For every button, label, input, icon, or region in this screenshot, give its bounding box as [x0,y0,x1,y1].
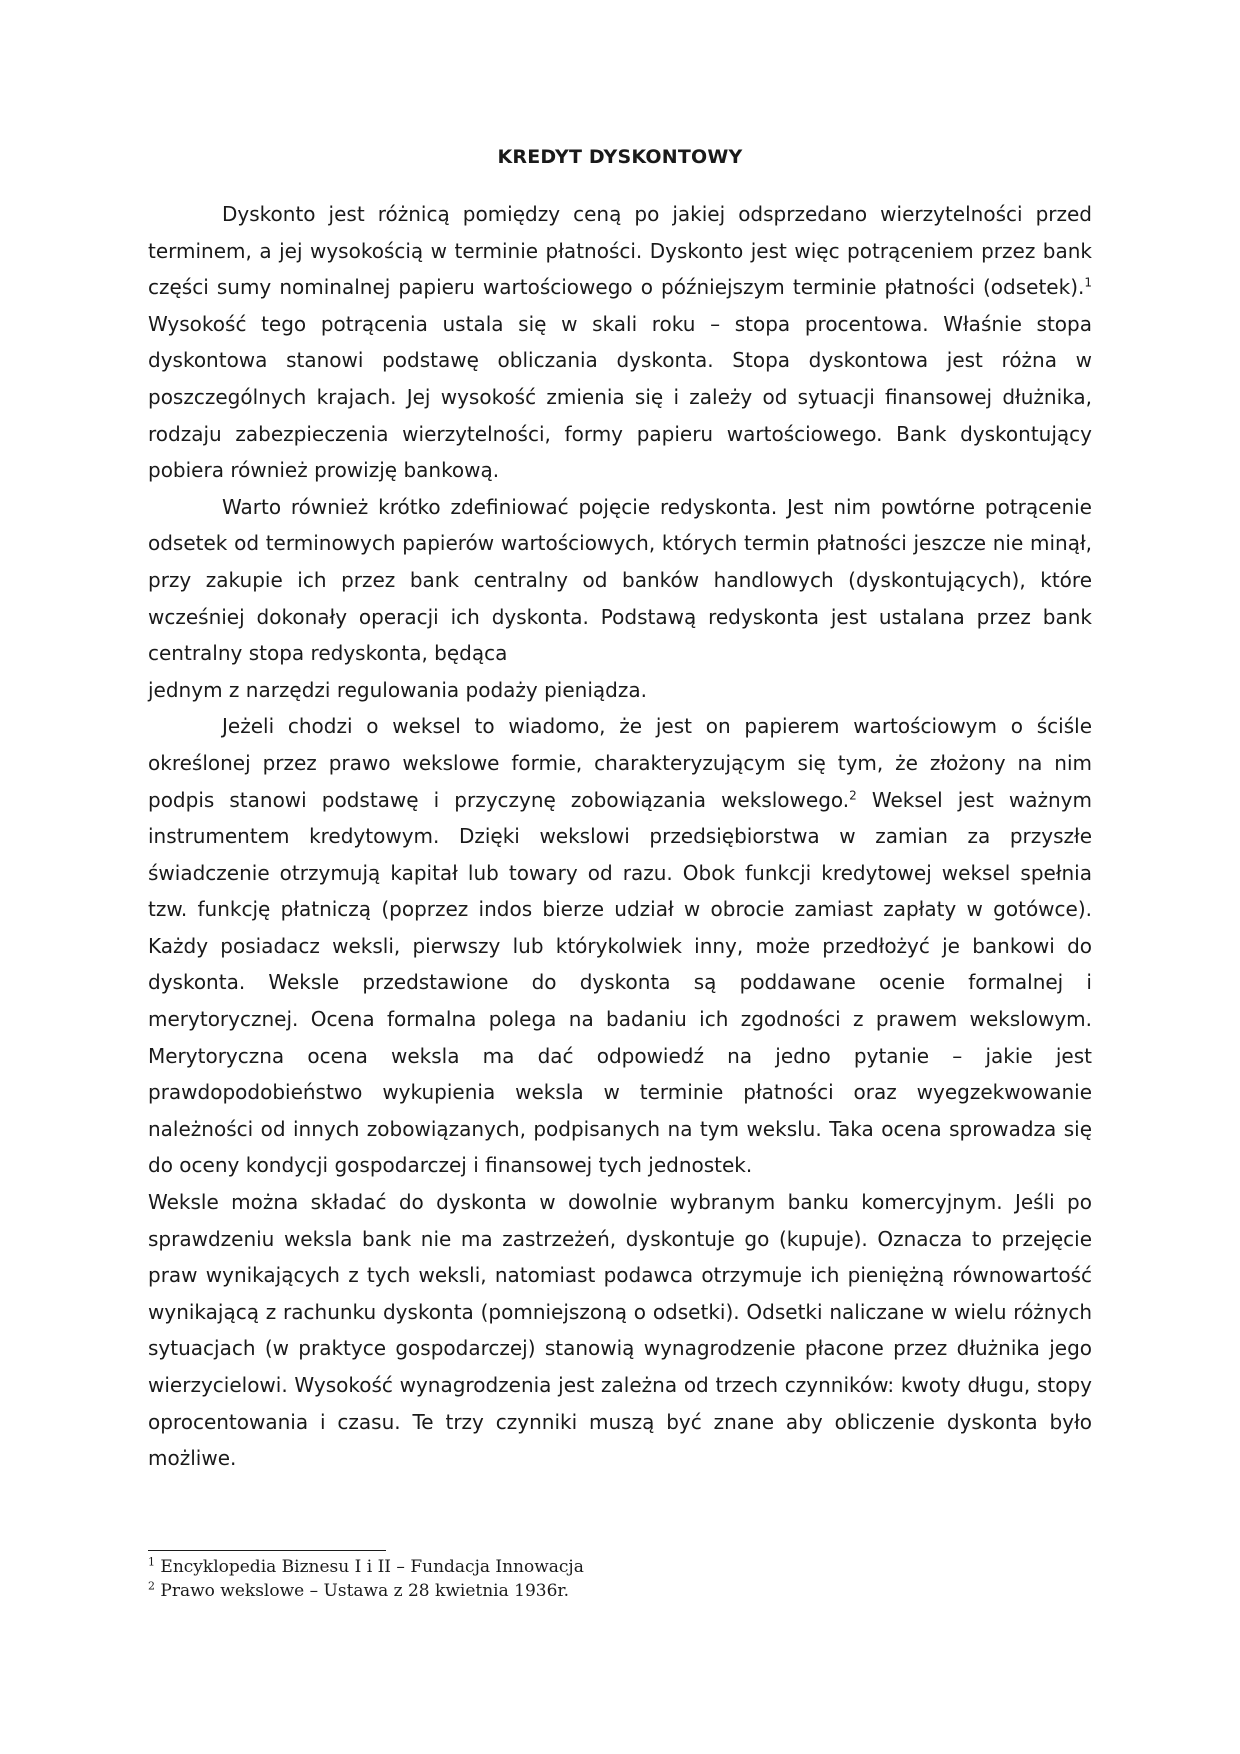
paragraph-2-continuation-text: jednym z narzędzi regulowania podaży pieniądza. [148,677,647,702]
footnote-1 [148,1555,1092,1579]
paragraph-3-text: Jeżeli chodzi o weksel to wiadomo, że jest on papierem wartościowym o ściśle określonej przez prawo wekslowe formie, charakteryzującym się tym, że złożony na nim podpis stanowi podstawę i przyczynę zobowiązania wekslowego. [148,714,1092,812]
paragraph-3 [148,708,1092,1184]
footnote-1-text: Encyklopedia Biznesu I i II – Fundacja Innowacja [160,1557,584,1577]
paragraph-4 [148,1184,1092,1477]
paragraph-1 [148,196,1092,489]
footnote-ref-1: 1 [1084,275,1092,290]
paragraph-4-text: Weksle można składać do dyskonta w dowolnie wybranym banku komercyjnym. Jeśli po sprawdzeniu weksla bank nie ma zastrzeżeń, dyskontuje go (kupuje). Oznacza to przejęcie praw wynikających z tych weksli, natomiast podawca otrzymuje ich pieniężną równowartość wynikającą z rachunku dyskonta (pomniejszoną o odsetki). Odsetki naliczane w wielu różnych sytuacjach (w praktyce gospodarczej) stanowią wynagrodzenie płacone przez dłużnika jego wierzycielowi. Wysokość wynagrodzenia jest zależna od trzech czynników: kwoty długu, stopy oprocentowania i czasu. Te trzy czynniki muszą być znane aby obliczenie dyskonta było możliwe. [148,1190,1092,1471]
document-title: KREDYT DYSKONTOWY [497,146,743,168]
footnotes [148,1550,1092,1603]
footnote-1-number: 1 [148,1555,155,1569]
document-body [148,196,1092,1477]
footnote-separator [148,1550,386,1551]
paragraph-1-text-cont: Wysokość tego potrącenia ustala się w skali roku – stopa procentowa. Właśnie stopa dyskontowa stanowi podstawę obliczania dyskonta. Stopa dyskontowa jest różna w poszczególnych krajach. Jej wysokość zmienia się i zależy od sytuacji finansowej dłużnika, rodzaju zabezpieczenia wierzytelności, formy papieru wartościowego. Bank dyskontujący pobiera również prowizję bankową. [148,311,1092,483]
paragraph-2-text: Warto również krótko zdefiniować pojęcie redyskonta. Jest nim powtórne potrącenie odsetek od terminowych papierów wartościowych, których termin płatności jeszcze nie minął, przy zakupie ich przez bank centralny od banków handlowych (dyskontujących), które wcześniej dokonały operacji ich dyskonta. Podstawą redyskonta jest ustalana przez bank centralny stopa redyskonta, będąca [148,494,1092,666]
paragraph-2 [148,489,1092,672]
paragraph-3-text-cont: Weksel jest ważnym instrumentem kredytowym. Dzięki wekslowi przedsiębiorstwa w zamian za przyszłe świadczenie otrzymują kapitał lub towary od razu. Obok funkcji kredytowej weksel spełnia tzw. funkcję płatniczą (poprzez indos bierze udział w obrocie zamiast zapłaty w gotówce). Każdy posiadacz weksli, pierwszy lub którykolwiek inny, może przedłożyć je bankowi do dyskonta. Weksle przedstawione do dyskonta są poddawane ocenie formalnej i merytorycznej. Ocena formalna polega na badaniu ich zgodności z prawem wekslowym. Merytoryczna ocena weksla ma dać odpowiedź na jedno pytanie – jakie jest prawdopodobieństwo wykupienia weksla w terminie płatności oraz wyegzekwowanie należności od innych zobowiązanych, podpisanych na tym wekslu. Taka ocena sprowadza się do oceny kondycji gospodarczej i finansowej tych jednostek. [148,787,1092,1178]
paragraph-1-text: Dyskonto jest różnicą pomiędzy ceną po jakiej odsprzedano wierzytelności przed terminem, a jej wysokością w terminie płatności. Dyskonto jest więc potrąceniem przez bank części sumy nominalnej papieru wartościowego o późniejszym terminie płatności (odsetek). [148,202,1092,300]
paragraph-2-continuation [148,672,1092,709]
document-page [148,146,1092,1477]
footnote-ref-2: 2 [849,787,857,802]
footnote-2-text: Prawo wekslowe – Ustawa z 28 kwietnia 1936r. [160,1581,570,1601]
footnote-2 [148,1579,1092,1603]
footnote-2-number: 2 [148,1579,155,1593]
